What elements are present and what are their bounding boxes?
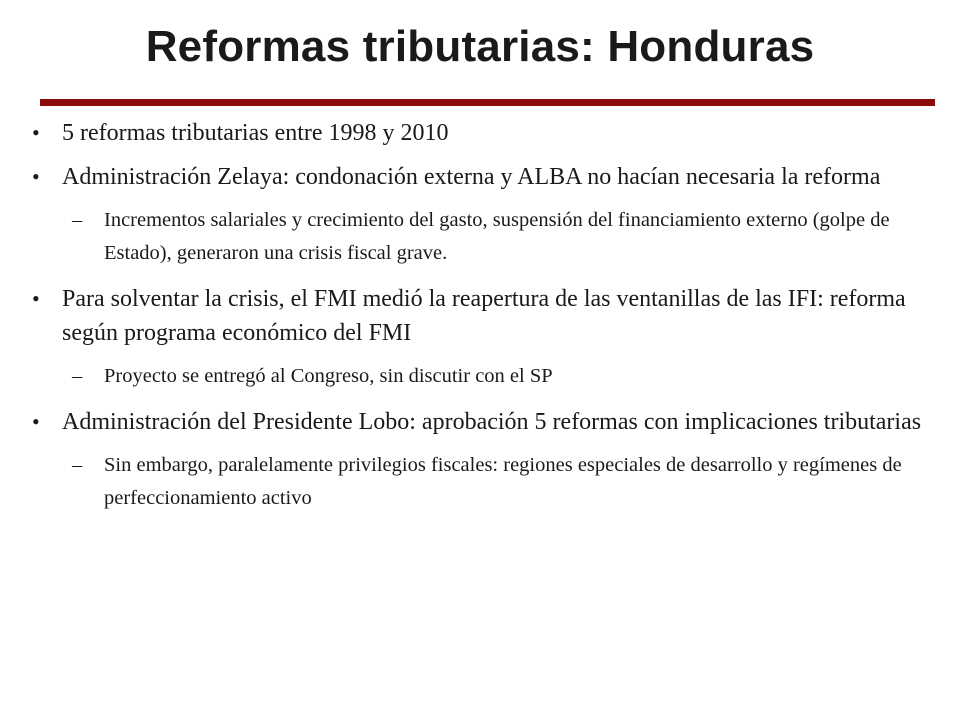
- bullet-text: Administración Zelaya: condonación externa y ALBA no hacían necesaria la reforma: [62, 164, 881, 190]
- bullet-text: 5 reformas tributarias entre 1998 y 2010: [62, 120, 449, 146]
- sub-bullet-text: Incrementos salariales y crecimiento del gasto, suspensión del financiamiento externo (golpe de Estado), generaron una crisis fiscal grave.: [104, 209, 890, 264]
- title-rule: [40, 99, 935, 106]
- dash-marker: –: [72, 209, 83, 231]
- bullet-item: [28, 160, 928, 194]
- dash-marker: –: [72, 454, 83, 476]
- bullet-marker: •: [32, 164, 40, 189]
- bullet-marker: •: [32, 409, 40, 434]
- slide-content: [28, 116, 928, 527]
- bullet-text: Para solventar la crisis, el FMI medió la reapertura de las ventanillas de las IFI: reforma según programa económico del FMI: [62, 286, 906, 346]
- bullet-item: [28, 116, 928, 150]
- dash-marker: –: [72, 365, 83, 387]
- bullet-marker: •: [32, 120, 40, 145]
- sub-bullet-item: [28, 204, 928, 270]
- sub-bullet-text: Sin embargo, paralelamente privilegios fiscales: regiones especiales de desarrollo y regímenes de perfeccionamiento activo: [104, 454, 902, 509]
- sub-bullet-item: [28, 449, 928, 515]
- bullet-marker: •: [32, 286, 40, 311]
- sub-bullet-item: [28, 360, 928, 393]
- bullet-item: [28, 282, 928, 350]
- bullet-text: Administración del Presidente Lobo: aprobación 5 reformas con implicaciones tributarias: [62, 409, 922, 435]
- slide-title: Reformas tributarias: Honduras: [145, 22, 815, 71]
- sub-bullet-text: Proyecto se entregó al Congreso, sin discutir con el SP: [104, 365, 553, 387]
- bullet-item: [28, 405, 928, 439]
